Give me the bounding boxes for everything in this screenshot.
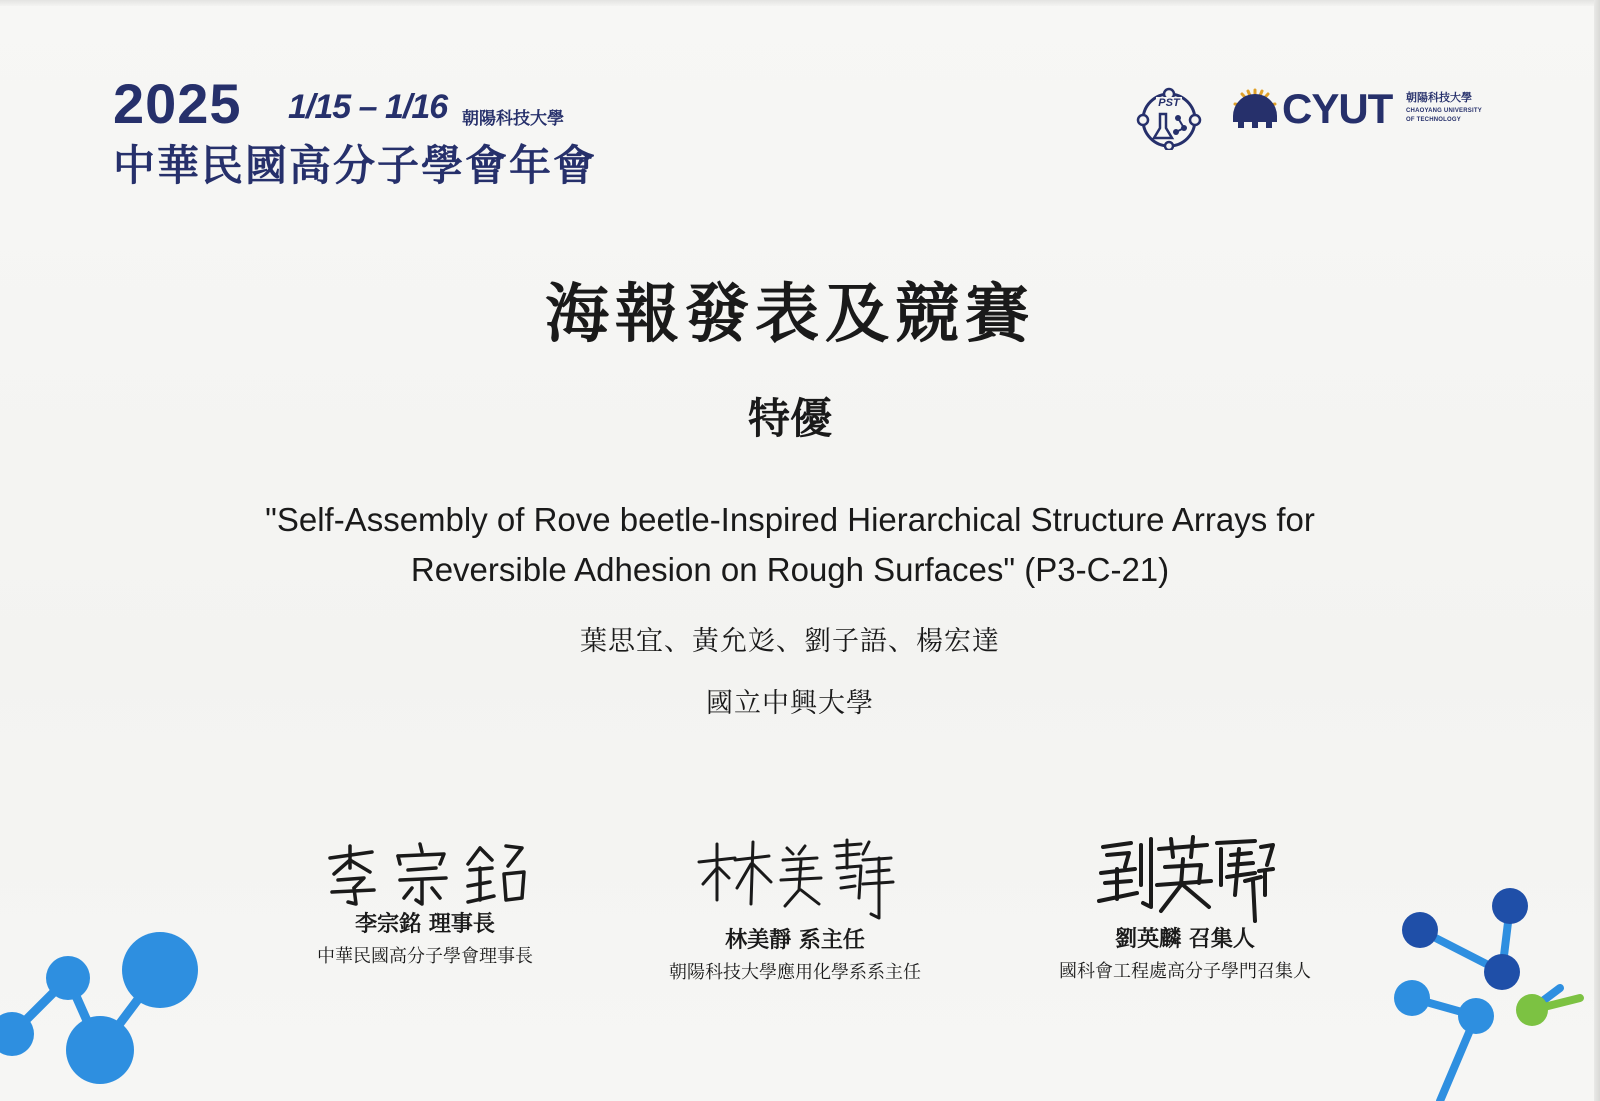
award-rank: 特優 (747, 394, 832, 443)
signatory-program-convener-name: 劉英麟 召集人 (1115, 927, 1255, 952)
author-list: 葉思宜、黃允彣、劉子語、楊宏達 (580, 626, 1000, 657)
conference-dates: 1/15 – 1/16 (288, 88, 448, 126)
pst-logo-icon (1134, 86, 1204, 150)
molecule-decoration-left-icon (0, 920, 220, 1101)
signatory-president-name: 李宗銘 理事長 (355, 912, 495, 937)
signatory-president (280, 840, 570, 966)
paper-title (0, 495, 1580, 595)
paper-edge-top (0, 0, 1600, 6)
conference-name: 中華民國高分子學會年會 (113, 141, 598, 190)
signatory-department-chair (630, 838, 960, 982)
molecule-decoration-right-icon (1390, 880, 1600, 1101)
paper-title-line-2: Reversible Adhesion on Rough Surfaces" (P3-C-21) (410, 551, 1170, 588)
award-title: 海報發表及競賽 (545, 278, 1035, 352)
signatory-department-chair-name: 林美靜 系主任 (725, 928, 865, 953)
conference-year: 2025 (113, 72, 242, 135)
signatory-program-convener-role: 國科會工程處高分子學門召集人 (1059, 961, 1311, 982)
cyut-logo-english-name-line1: CHAOYANG UNIVERSITY (1406, 108, 1482, 114)
signature-president (320, 840, 530, 910)
signature-program-convener (1095, 835, 1275, 925)
pst-logo-text: PST (1158, 97, 1180, 109)
signatory-department-chair-role: 朝陽科技大學應用化學系系主任 (669, 962, 921, 983)
cyut-logo-text: CYUT (1282, 85, 1393, 132)
conference-venue: 朝陽科技大學 (462, 109, 564, 129)
signature-department-chair (695, 838, 895, 926)
cyut-logo-english-name-line2: OF TECHNOLOGY (1406, 117, 1461, 123)
author-affiliation: 國立中興大學 (706, 688, 874, 719)
cyut-sun-gear-icon (1230, 86, 1280, 132)
paper-title-line-1: "Self-Assembly of Rove beetle-Inspired Hierarchical Structure Arrays for (265, 501, 1315, 538)
cyut-logo-chinese-name: 朝陽科技大學 (1406, 91, 1472, 104)
signatory-president-role: 中華民國高分子學會理事長 (317, 946, 533, 967)
signatory-program-convener (1020, 835, 1350, 981)
